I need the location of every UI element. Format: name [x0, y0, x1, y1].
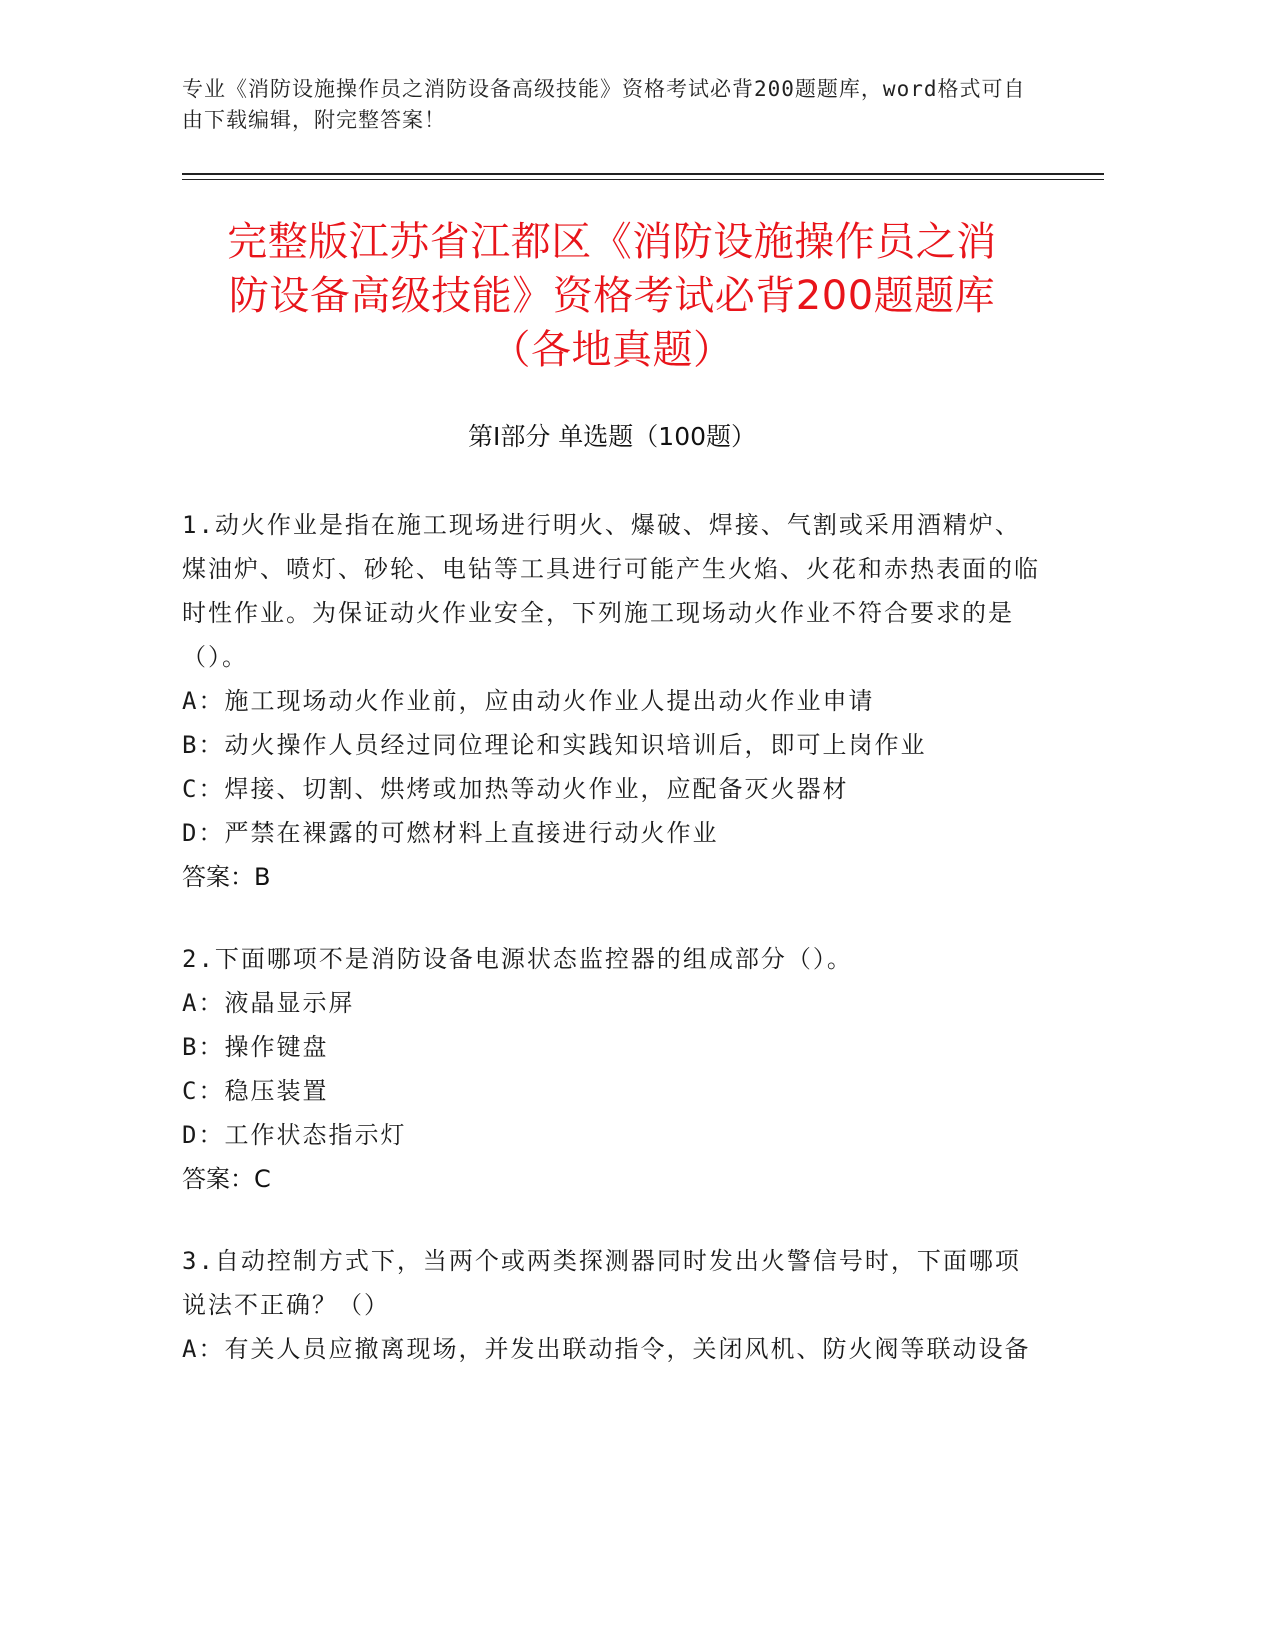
header-divider-thick [182, 173, 1104, 175]
document-title-line-2: 防设备高级技能》资格考试必背200题题库 [228, 273, 996, 319]
question-item [182, 937, 1042, 1201]
option-a: A：液晶显示屏 [182, 989, 355, 1017]
question-item [182, 1239, 1042, 1371]
header-divider-thin [182, 179, 1104, 180]
option-a: A：有关人员应撤离现场，并发出联动指令，关闭风机、防火阀等联动设备 [182, 1335, 1031, 1363]
document-title-line-1: 完整版江苏省江都区《消防设施操作员之消 [227, 219, 997, 265]
question-stem: 2.下面哪项不是消防设备电源状态监控器的组成部分（）。 [182, 945, 853, 973]
question-stem: 1.动火作业是指在施工现场进行明火、爆破、焊接、气割或采用酒精炉、煤油炉、喷灯、砂轮、电钻等工具进行可能产生火焰、火花和赤热表面的临时性作业。为保证动火作业安全，下列施工现场动火作业不符合要求的是（）。 [182, 511, 1040, 671]
option-c: C：焊接、切割、烘烤或加热等动火作业，应配备灭火器材 [182, 775, 849, 803]
answer-label: 答案：C [182, 1165, 271, 1193]
option-c: C：稳压装置 [182, 1077, 329, 1105]
option-b: B：操作键盘 [182, 1033, 329, 1061]
document-title [182, 215, 1042, 377]
header-note: 专业《消防设施操作员之消防设备高级技能》资格考试必背200题题库，word格式可自由下载编辑，附完整答案！ [182, 77, 1026, 132]
answer-label: 答案：B [182, 863, 271, 891]
question-item [182, 503, 1042, 899]
question-stem: 3.自动控制方式下，当两个或两类探测器同时发出火警信号时，下面哪项说法不正确？（） [182, 1247, 1021, 1319]
option-d: D：工作状态指示灯 [182, 1121, 407, 1149]
option-b: B：动火操作人员经过同位理论和实践知识培训后，即可上岗作业 [182, 731, 927, 759]
question-list [182, 503, 1042, 1409]
document-title-line-3: （各地真题） [490, 327, 734, 373]
option-d: D：严禁在裸露的可燃材料上直接进行动火作业 [182, 819, 719, 847]
option-a: A：施工现场动火作业前，应由动火作业人提出动火作业申请 [182, 687, 875, 715]
section-title: 第Ⅰ部分 单选题（100题） [467, 422, 757, 451]
